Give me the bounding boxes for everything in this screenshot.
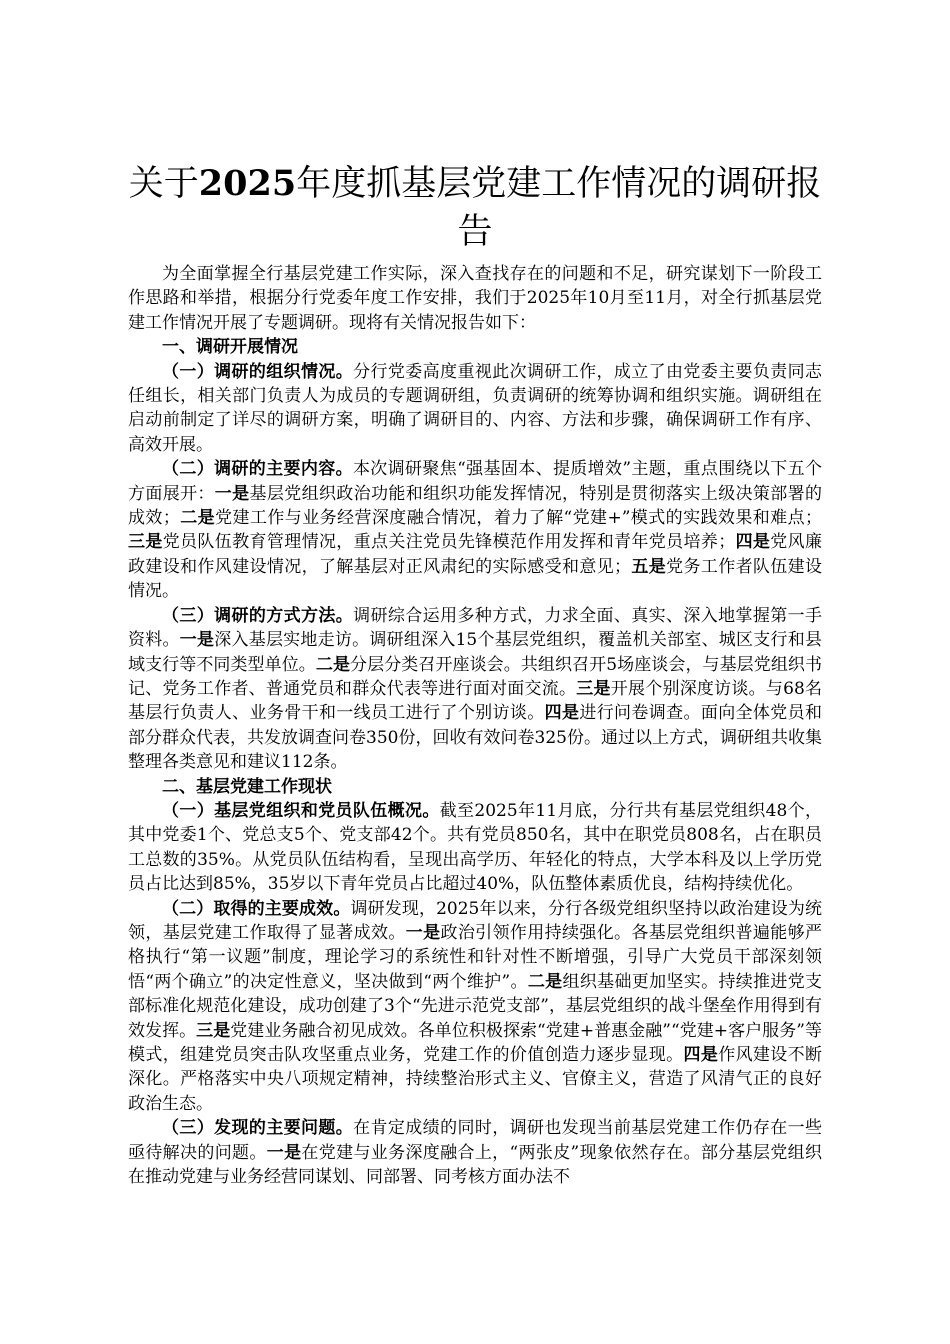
paragraph-text: 本次调研聚焦“强基固本、提质增效”主题，重点围绕以下五个方面展开： — [128, 459, 823, 504]
document-page — [128, 160, 822, 1189]
paragraph-lead: （三）发现的主要问题。 — [162, 1118, 354, 1139]
paragraph-lead: （一）基层党组织和党员队伍概况。 — [162, 800, 440, 821]
ordinal-keyword: 四是 — [683, 1045, 719, 1065]
paragraph-text: 组织基础更加坚实。持续推进党支部标准化规范化建设，成功创建了3个“先进示范党支部”，基层党组织的战斗堡垒作用得到有效发挥。 — [128, 971, 823, 1041]
intro-paragraph: 为全面掌握全行基层党建工作实际，深入查找存在的问题和不足，研究谋划下一阶段工作思路和举措，根据分行党委年度工作安排，我们于2025年10月至11月，对全行抓基层党建工作情况开展了专题调研。现将有关情况报告如下： — [128, 264, 822, 333]
paragraph-text: 在党建与业务深度融合上，“两张皮”现象依然存在。部分基层党组织在推动党建与业务经营同谋划、同部署、同考核方面办法不 — [128, 1142, 823, 1188]
paragraph-text: 调研发现，2025年以来，分行各级党组织坚持以政治建设为统领，基层党建工作取得了显著成效。 — [128, 898, 823, 943]
paragraph-text: 党风廉政建设和作风建设情况，了解基层对正风肃纪的实际感受和意见； — [128, 532, 823, 577]
ordinal-keyword: 二是 — [527, 971, 563, 992]
title-suffix: 年度抓基层党建工作情况的调研报告 — [296, 164, 822, 252]
paragraph-text: 分行党委高度重视此次调研工作，成立了由党委主要负责同志任组长，相关部门负责人为成员的专题调研组，负责调研的统筹协调和组织实施。调研组在启动前制定了详尽的调研方案，明确了调研目的、内容、方法和步骤，确保调研工作有序、高效开展。 — [128, 361, 823, 455]
section-2-paragraph-2 — [128, 897, 822, 1117]
section-1-paragraph-3 — [128, 604, 822, 775]
ordinal-keyword: 二是 — [179, 508, 216, 529]
paragraph-text: 基层党组织政治功能和组织功能发挥情况，特别是贯彻落实上级决策部署的成效； — [128, 483, 823, 529]
paragraph-text: 党务工作者队伍建设情况。 — [128, 556, 823, 602]
paragraph-text: 党建业务融合初见成效。各单位积极探索“党建+普惠金融”“党建+客户服务”等模式，组建党员突击队攻坚重点业务，党建工作的价值创造力逐步显现。 — [128, 1020, 822, 1065]
paragraph-text: 进行问卷调查。面向全体党员和部分群众代表，共发放调查问卷350份，回收有效问卷325份。通过以上方式，调研组共收集整理各类意见和建议112条。 — [128, 703, 823, 773]
paragraph-text: 在肯定成绩的同时，调研也发现当前基层党建工作仍存在一些亟待解决的问题。 — [128, 1118, 823, 1163]
ordinal-keyword: 五是 — [631, 556, 667, 577]
ordinal-keyword: 四是 — [735, 532, 771, 553]
ordinal-keyword: 三是 — [576, 678, 611, 699]
paragraph-lead: （二）取得的主要成效。 — [162, 898, 351, 919]
title-year: 2025 — [198, 163, 297, 204]
paragraph-lead: （二）调研的主要内容。 — [162, 459, 353, 480]
document-title — [128, 160, 822, 256]
paragraph-lead: （三）调研的方式方法。 — [162, 605, 354, 626]
section-1-paragraph-1 — [128, 360, 822, 458]
ordinal-keyword: 三是 — [128, 532, 163, 553]
section-2-paragraph-1 — [128, 799, 822, 897]
section-2-paragraph-3 — [128, 1116, 822, 1189]
paragraph-lead: （一）调研的组织情况。 — [162, 361, 354, 382]
paragraph-text: 党建工作与业务经营深度融合情况，着力了解“党建+”模式的实践效果和难点； — [215, 508, 823, 529]
section-1-heading: 一、调研开展情况 — [162, 337, 298, 358]
paragraph-text: 截至2025年11月底，分行共有基层党组织48个，其中党委1个、党总支5个、党支部42个。共有党员850名，其中在职党员808名，占在职员工总数的35%。从党员队伍结构看，呈现出高学历、年轻化的特点，大学本科及以上学历党员占比达到85%，35岁以下青年党员占比超过40%，队伍整体素质优良，结构持续优化。 — [128, 800, 822, 895]
paragraph-text: 作风建设不断深化。严格落实中央八项规定精神，持续整治形式主义、官僚主义，营造了风清气正的良好政治生态。 — [128, 1045, 823, 1114]
title-prefix: 关于 — [128, 164, 199, 204]
section-1-paragraph-2 — [128, 457, 822, 603]
ordinal-keyword: 三是 — [196, 1020, 231, 1041]
ordinal-keyword: 二是 — [315, 654, 351, 675]
paragraph-text: 开展个别深度访谈。与68名基层行负责人、业务骨干和一线员工进行了个别访谈。 — [128, 678, 823, 724]
paragraph-text: 深入基层实地走访。调研组深入15个基层党组织，覆盖机关部室、城区支行和县域支行等不同类型单位。 — [128, 630, 823, 675]
paragraph-text: 调研综合运用多种方式，力求全面、真实、深入地掌握第一手资料。 — [128, 605, 823, 651]
ordinal-keyword: 一是 — [214, 483, 250, 504]
paragraph-text: 分层分类召开座谈会。共组织召开5场座谈会，与基层党组织书记、党务工作者、普通党员和群众代表等进行面对面交流。 — [128, 654, 823, 699]
paragraph-text: 政治引领作用持续强化。各基层党组织普遍能够严格执行“第一议题”制度，理论学习的系统性和针对性不断增强，引导广大党员干部深刻领悟“两个确立”的决定性意义，坚决做到“两个维护”。 — [128, 922, 823, 992]
ordinal-keyword: 一是 — [266, 1142, 302, 1163]
ordinal-keyword: 一是 — [179, 630, 215, 651]
paragraph-text: 党员队伍教育管理情况，重点关注党员先锋模范作用发挥和青年党员培养； — [162, 532, 736, 553]
section-2-heading: 二、基层党建工作现状 — [162, 776, 332, 797]
ordinal-keyword: 一是 — [405, 922, 441, 943]
ordinal-keyword: 四是 — [544, 703, 580, 724]
